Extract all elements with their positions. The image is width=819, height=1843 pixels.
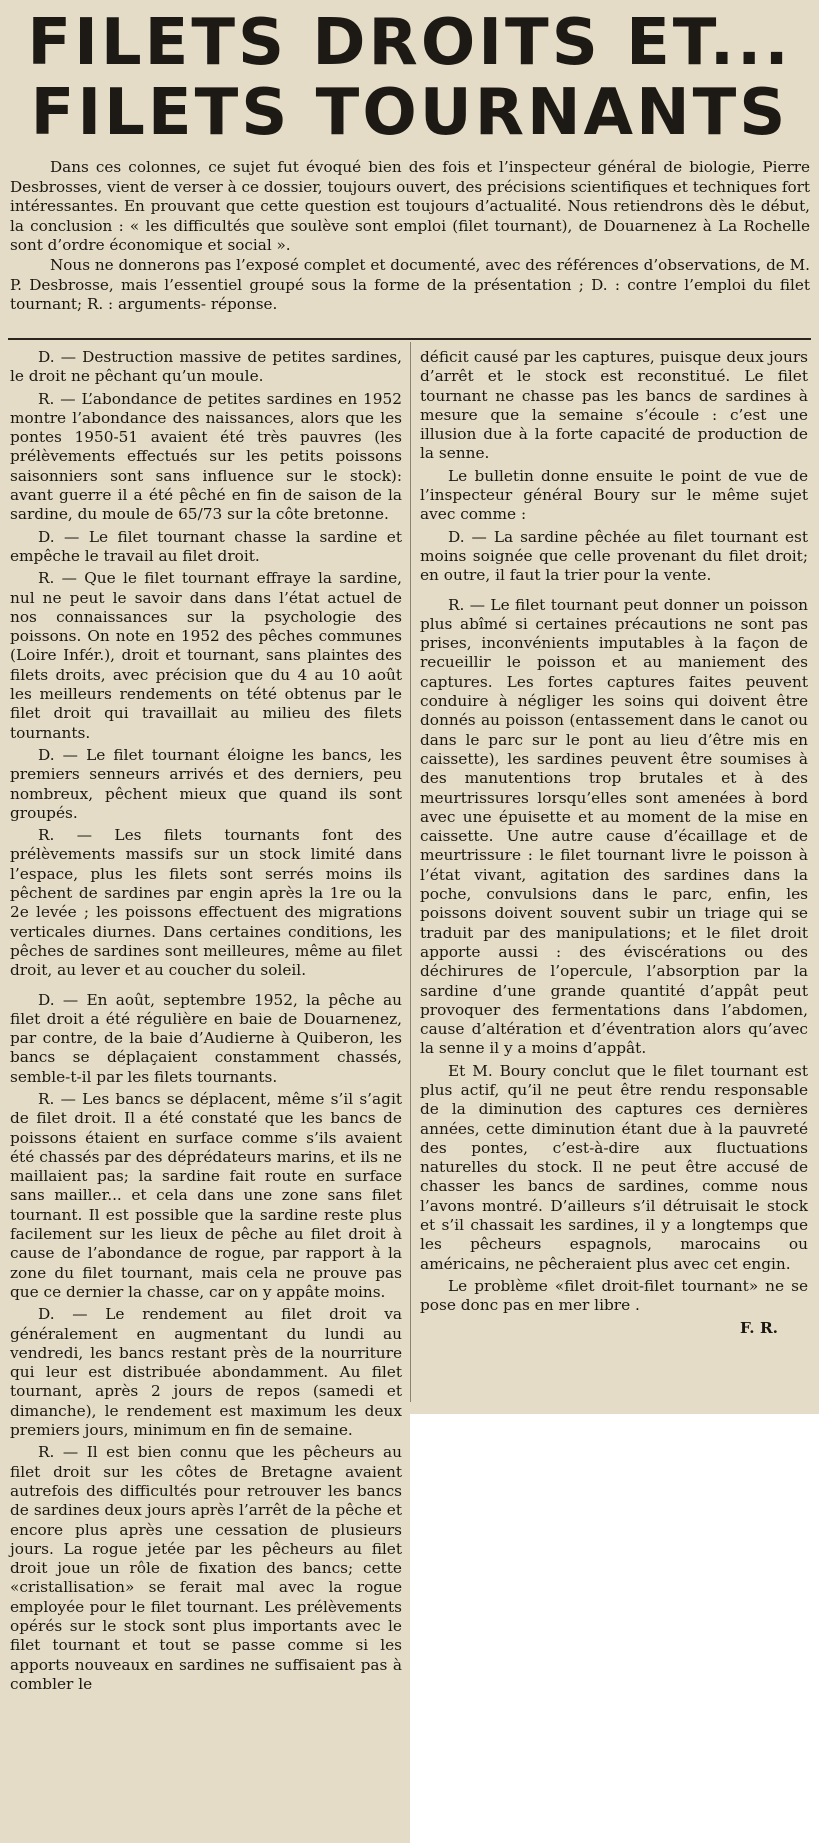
blank-area [410,1414,819,1843]
paragraph: D. — Le filet tournant chasse la sardine et empêche le travail au filet droit. [10,527,402,565]
article-column-left [10,348,402,1697]
headline-line-1: FILETS DROITS ET... [27,6,792,80]
paragraph: Le problème «filet droit-filet tournant» ne se pose donc pas en mer libre . [420,1276,808,1315]
paragraph: Et M. Boury conclut que le filet tournant est plus actif, qu’il ne peut être rendu responsable de la diminution des captures ces dernières années, cette diminution étant due à la pauvreté des pontes, c’est-à-dire aux fluctuations naturelles du stock. Il ne peut être accusé de chasser les bancs de sardines, comme nous l’avons montré. D’ailleurs s’il détruisait le stock et s’il chassait les sardines, il y a longtemps que les pêcheurs espagnols, marocains ou américains, ne pêcheraient plus avec cet engin. [420,1061,808,1273]
paragraph: R. — L’abondance de petites sardines en 1952 montre l’abondance des naissances, alors que les pontes 1950-51 avaient été très pauvres (les prélèvements effectués sur les petits poissons saisonniers sont sans influence sur le stock): avant guerre il a été pêché en fin de saison de la sardine, du moule de 65/73 sur la côte bretonne. [10,389,402,524]
paragraph: D. — En août, septembre 1952, la pêche au filet droit a été régulière en baie de Douarnenez, par contre, de la baie d’Audierne à Quiberon, les bancs se déplaçaient constamment chassés, semble-t-il par les filets tournants. [10,990,402,1086]
intro-paragraph: Dans ces colonnes, ce sujet fut évoqué bien des fois et l’inspecteur général de biologie, Pierre Desbrosses, vient de verser à ce dossier, toujours ouvert, des précisions scientifiques et techniques fort intéressantes. En prouvant que cette question est toujours d’actualité. Nous retiendrons dès le début, la conclusion : « les difficultés que soulève sont emploi (filet tournant), de Douarnenez à La Rochelle sont d’ordre économique et social ». [10,158,810,255]
paragraph: R. — Les bancs se déplacent, même s’il s’agit de filet droit. Il a été constaté que les bancs de poissons étaient en surface comme s’ils avaient été chassés par des déprédateurs marins, et ils ne maillaient pas; la sardine fait route en surface sans mailler... et cela dans une zone sans filet tournant. Il est possible que la sardine reste plus facilement sur les lieux de pêche au filet droit à cause de l’abondance de rogue, par rapport à la zone du filet tournant, mais cela ne prouve pas que ce dernier la chasse, car on y appâte moins. [10,1089,402,1301]
paragraph: D. — Le rendement au filet droit va généralement en augmentant du lundi au vendredi, les bancs restant près de la nourriture qui leur est distribuée abondamment. Au filet tournant, après 2 jours de repos (samedi et dimanche), le rendement est maximum les deux premiers jours, minimum en fin de semaine. [10,1305,402,1440]
paragraph: D. — Le filet tournant éloigne les bancs, les premiers senneurs arrivés et des derniers, peu nombreux, pêchent mieux que quand ils sont groupés. [10,745,402,822]
paragraph: Le bulletin donne ensuite le point de vue de l’inspecteur général Boury sur le même sujet avec comme : [420,466,808,524]
headline [0,8,819,148]
paragraph: R. — Il est bien connu que les pêcheurs au filet droit sur les côtes de Bretagne avaient autrefois des difficultés pour retrouver les bancs de sardines deux jours après l’arrêt de la pêche et encore plus après une cessation de plusieurs jours. La rogue jetée par les pêcheurs au filet droit joue un rôle de fixation des bancs; cette «cristallisation» se ferait mal avec la rogue employée pour le filet tournant. Les prélèvements opérés sur le stock sont plus importants avec le filet tournant et tout se passe comme si les apports nouveaux en sardines ne suffisaient pas à combler le [10,1443,402,1693]
paragraph: R. — Les filets tournants font des prélèvements massifs sur un stock limité dans l’espace, plus les filets sont serrés moins ils pêchent de sardines par engin après la 1re ou la 2e levée ; les poissons effectuent des migrations verticales diurnes. Dans certaines conditions, les pêches de sardines sont meilleures, même au filet droit, au lever et au coucher du soleil. [10,826,402,980]
paragraph: déficit causé par les captures, puisque deux jours d’arrêt et le stock est reconstitué. Le filet tournant ne chasse pas les bancs de sardines à mesure que la semaine s’écoule : c’est une illusion due à la forte capacité de production de la senne. [420,348,808,463]
intro-paragraph: Nous ne donnerons pas l’exposé complet et documenté, avec des références d’observations, de M. P. Desbrosse, mais l’essentiel groupé sous la forme de la présentation ; D. : contre l’emploi du filet tournant; R. : arguments- réponse. [10,255,810,314]
intro-paragraphs [10,158,810,315]
headline-line-2: FILETS TOURNANTS [30,76,789,150]
paragraph: R. — Le filet tournant peut donner un poisson plus abîmé si certaines précautions ne sont pas prises, inconvénients imputables à la façon de recueillir le poisson et au maniement des captures. Les fortes captures faites peuvent conduire à négliger les soins qui doivent être donnés au poisson (entassement dans le canot ou dans le parc sur le pont au lieu d’être mis en caissette), les sardines peuvent être soumises à des manutentions trop brutales et à des meurtrissures lorsqu’elles sont amenées à bord avec une épuisette et au moment de la mise en caissette. Une autre cause d’écaillage et de meurtrissure : le filet tournant livre le poisson à l’état vivant, agitation des sardines dans la poche, convulsions dans le parc, enfin, les poissons doivent souvent subir un triage qui se traduit par des manipulations; et le filet droit apporte aussi : des éviscérations ou des déchirures de l’opercule, l’absorption par la sardine d’une grande quantité d’appât peut provoquer des fermentations dans l’abdomen, cause d’altération et d’éventration alors qu’avec la senne il y a moins d’appât. [420,595,808,1058]
paragraph: D. — Destruction massive de petites sardines, le droit ne pêchant qu’un moule. [10,348,402,386]
divider [8,338,811,340]
article-column-right [420,348,808,1338]
signature: F. R. [739,1318,778,1337]
column-divider [410,342,411,1402]
paragraph: R. — Que le filet tournant effraye la sardine, nul ne peut le savoir dans dans l’état actuel de nos connaissances sur la psychologie des poissons. On note en 1952 des pêches communes (Loire Infér.), droit et tournant, sans plaintes des filets droits, avec précision que du 4 au 10 août les meilleurs rendements on tété obtenus par le filet droit qui travaillait au milieu des filets tournants. [10,569,402,742]
paragraph: D. — La sardine pêchée au filet tournant est moins soignée que celle provenant du filet droit; en outre, il faut la trier pour la vente. [420,527,808,585]
